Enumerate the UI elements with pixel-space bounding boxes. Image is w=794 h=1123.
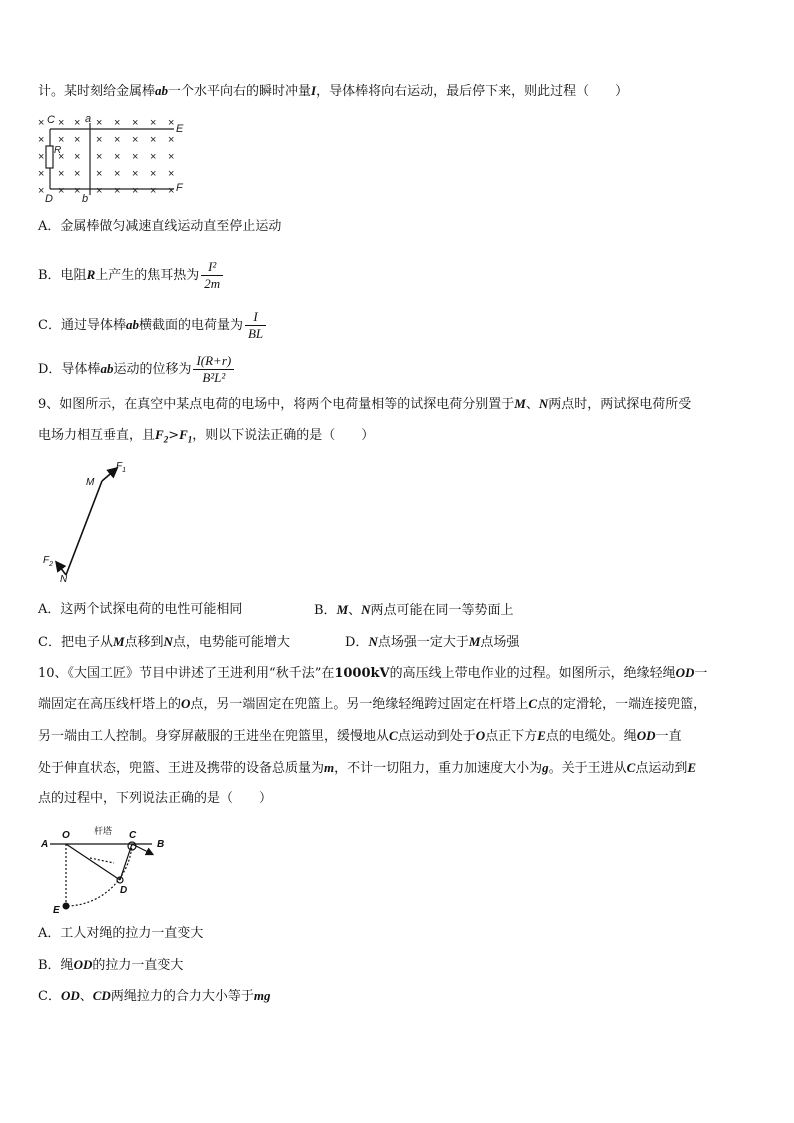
label-a: a: [85, 113, 92, 125]
var-N: N: [163, 634, 173, 649]
field-cross: ×: [114, 185, 121, 197]
fraction-heat: [201, 259, 223, 292]
q10-stem-line4: [38, 759, 696, 778]
field-cross: ×: [114, 134, 121, 146]
figure-magnetic-rails: [34, 112, 194, 204]
field-cross: ×: [132, 117, 139, 129]
var-OD: OD: [60, 988, 80, 1003]
field-cross: ×: [168, 151, 175, 163]
label-R: R: [54, 145, 62, 156]
figure-swing-method: [40, 818, 180, 914]
var-C: C: [626, 760, 636, 775]
field-cross: ×: [150, 117, 157, 129]
option-text: 点场强: [480, 635, 520, 650]
q10-text: ，不计一切阻力，重力加速度大小为: [334, 761, 543, 776]
var-F1: F: [179, 427, 188, 442]
option-text: 两绳拉力的合力大小等于: [110, 989, 254, 1004]
var-N: N: [361, 602, 371, 617]
option-text: 点场强一定大于: [377, 635, 469, 650]
q10-text: 点运动到处于: [397, 729, 476, 744]
q10-text: 一: [694, 666, 708, 681]
intro-text: 计。某时刻给金属棒: [38, 84, 156, 99]
option-text: B．绳: [38, 958, 74, 973]
fraction-displacement: [193, 353, 234, 386]
option-text: 点移到: [124, 635, 164, 650]
field-cross: ×: [96, 168, 103, 180]
q10-text: 另一端由工人控制。身穿屏蔽服的王进坐在兜篮里，缓慢地从: [38, 729, 390, 744]
field-cross: ×: [114, 117, 121, 129]
label-E: E: [53, 905, 60, 914]
gt-sign: >: [168, 428, 180, 443]
var-F2: F: [155, 427, 164, 442]
label-B: B: [157, 839, 165, 850]
var-R: R: [86, 267, 96, 282]
q9-text: 两点时，两试探电荷所受: [548, 397, 692, 412]
voltage: 1000kV: [334, 666, 390, 681]
q10-stem-line1: [38, 664, 707, 683]
field-cross: ×: [168, 134, 175, 146]
label-b: b: [82, 193, 89, 204]
q10-text: 点运动到: [635, 761, 688, 776]
field-cross: ×: [150, 168, 157, 180]
option-C-text: 横截面的电荷量为: [138, 318, 243, 333]
q10-option-A[interactable]: [38, 925, 203, 943]
option-C-text: C．通过导体棒: [38, 318, 126, 333]
field-cross: ×: [38, 117, 45, 129]
field-cross: ×: [74, 117, 81, 129]
var-OD: OD: [73, 957, 93, 972]
var-E: E: [687, 760, 697, 775]
q9-text: 9、如图所示，在真空中某点电荷的电场中，将两个电荷量相等的试探电荷分别置于: [38, 397, 515, 412]
field-cross: ×: [38, 168, 45, 180]
q9-text: 、: [525, 397, 539, 412]
label-C: C: [47, 114, 55, 126]
subscript: 1: [187, 434, 193, 445]
fraction-denominator: B²L²: [202, 370, 226, 385]
q10-stem-line2: [38, 695, 706, 714]
var-M: M: [112, 634, 125, 649]
option-text: A．这两个试探电荷的电性可能相同: [38, 602, 243, 617]
var-N: N: [368, 634, 378, 649]
label-N: N: [60, 574, 68, 585]
option-D-text: 运动的位移为: [113, 362, 192, 377]
field-cross: ×: [58, 168, 65, 180]
q10-stem-line3: [38, 727, 682, 746]
var-OD: OD: [675, 665, 695, 680]
q9-option-C[interactable]: [38, 633, 290, 652]
q10-text: 一直: [655, 729, 682, 744]
q10-text: 点的定滑轮，一端连接兜篮，: [537, 697, 707, 712]
field-cross: ×: [74, 185, 81, 197]
field-cross: ×: [58, 185, 65, 197]
q9-option-D[interactable]: [345, 633, 519, 652]
option-text: 、: [79, 989, 93, 1004]
field-cross: ×: [168, 117, 175, 129]
q10-option-C[interactable]: [38, 987, 270, 1006]
field-cross: ×: [132, 134, 139, 146]
option-text: 的拉力一直变大: [92, 958, 184, 973]
option-B-text: 上产生的焦耳热为: [95, 268, 200, 283]
field-cross: ×: [168, 168, 175, 180]
figure-force-vectors: [36, 455, 146, 585]
option-text: 、: [348, 603, 362, 618]
option-B[interactable]: [38, 256, 223, 295]
question-intro: [38, 82, 628, 101]
label-A: A: [41, 839, 49, 850]
field-cross: ×: [96, 117, 103, 129]
field-cross: ×: [150, 151, 157, 163]
field-cross: ×: [168, 185, 175, 197]
field-cross: ×: [96, 185, 103, 197]
intro-text: 一个水平向右的瞬时冲量: [168, 84, 312, 99]
q10-text: 点，另一端固定在兜篮上。另一绝缘轻绳跨过固定在杆塔上: [190, 697, 529, 712]
var-C: C: [528, 696, 538, 711]
option-text: 点，电势能可能增大: [172, 635, 290, 650]
q9-text: ，则以下说法正确的是（ ）: [192, 428, 375, 443]
q10-text: 处于伸直状态，兜篮、王进及携带的设备总质量为: [38, 761, 325, 776]
label-F1: $F_1$: [116, 461, 127, 474]
option-C[interactable]: [38, 306, 266, 345]
field-cross: ×: [132, 185, 139, 197]
var-g: g: [542, 760, 549, 775]
field-cross: ×: [38, 151, 45, 163]
label-O: O: [62, 830, 70, 841]
var-ab: ab: [155, 83, 169, 98]
field-cross: ×: [58, 117, 65, 129]
q9-option-B[interactable]: [314, 601, 514, 620]
option-A-text: A．金属棒做匀减速直线运动直至停止运动: [38, 219, 282, 234]
fraction-denominator: 2m: [204, 276, 221, 291]
option-text: C．把电子从: [38, 635, 113, 650]
var-M: M: [336, 602, 349, 617]
field-cross: ×: [96, 134, 103, 146]
q10-option-B[interactable]: [38, 956, 183, 975]
field-cross: ×: [58, 151, 65, 163]
option-D-text: D．导体棒: [38, 362, 101, 377]
label-M: M: [86, 477, 95, 488]
option-B-text: B．电阻: [38, 268, 87, 283]
option-text: C．: [38, 989, 61, 1004]
var-N: N: [538, 396, 549, 411]
q10-text: 点的电缆处。绳: [545, 729, 637, 744]
var-ab: ab: [125, 317, 139, 332]
var-O: O: [181, 696, 191, 711]
field-cross: ×: [132, 151, 139, 163]
option-D[interactable]: [38, 350, 234, 389]
intro-text: ，导体棒将向右运动，最后停下来，则此过程（ ）: [316, 84, 629, 99]
field-cross: ×: [114, 151, 121, 163]
var-M: M: [468, 634, 481, 649]
subscript: 2: [163, 434, 169, 445]
option-text: A．工人对绳的拉力一直变大: [38, 926, 204, 941]
field-cross: ×: [114, 168, 121, 180]
label-F2: $F_2$: [43, 555, 54, 568]
q9-option-A[interactable]: [38, 601, 242, 619]
label-D: D: [120, 885, 128, 896]
q10-stem-line5: [38, 790, 272, 808]
q10-text: 点正下方: [485, 729, 538, 744]
label-C: C: [129, 830, 137, 841]
var-mg: mg: [253, 988, 271, 1003]
var-M: M: [514, 396, 526, 411]
var-m: m: [324, 760, 335, 775]
var-OD: OD: [636, 728, 656, 743]
var-I: I: [311, 83, 317, 98]
q9-stem-line1: [38, 395, 691, 414]
fraction-denominator: BL: [247, 326, 264, 341]
var-CD: CD: [92, 988, 111, 1003]
field-cross: ×: [38, 134, 45, 146]
q10-text: 端固定在高压线杆塔上的: [38, 697, 182, 712]
field-cross: ×: [96, 151, 103, 163]
fraction-numerator: I: [245, 309, 266, 326]
field-cross: ×: [38, 185, 45, 197]
fraction-charge: [245, 309, 266, 342]
q10-text: 点的过程中，下列说法正确的是（ ）: [38, 791, 273, 806]
field-cross: ×: [150, 185, 157, 197]
q9-stem-line2: [38, 426, 374, 449]
var-O: O: [475, 728, 486, 743]
option-text: B．: [314, 603, 337, 618]
var-E: E: [537, 728, 546, 743]
label-tower: 杆塔: [94, 826, 113, 836]
field-cross: ×: [150, 134, 157, 146]
fraction-numerator: I²: [201, 259, 223, 276]
fraction-numerator: I(R+r): [193, 353, 234, 370]
option-A[interactable]: [38, 218, 281, 236]
q9-text: 电场力相互垂直，且: [38, 428, 156, 443]
q10-text: 的高压线上带电作业的过程。如图所示，绝缘轻绳: [389, 666, 676, 681]
var-ab: ab: [100, 361, 114, 376]
var-C: C: [389, 728, 398, 743]
field-cross: ×: [74, 168, 81, 180]
field-cross: ×: [132, 168, 139, 180]
q10-text: 。关于王进从: [548, 761, 627, 776]
label-F: F: [176, 182, 183, 194]
option-text: D．: [345, 635, 369, 650]
field-cross: ×: [74, 151, 81, 163]
q10-text: 10、《大国工匠》节目中讲述了王进利用“秋千法”在: [38, 666, 335, 681]
field-cross: ×: [74, 134, 81, 146]
option-text: 两点可能在同一等势面上: [370, 603, 514, 618]
label-D: D: [45, 193, 53, 204]
label-E: E: [176, 123, 184, 135]
field-cross: ×: [58, 134, 65, 146]
